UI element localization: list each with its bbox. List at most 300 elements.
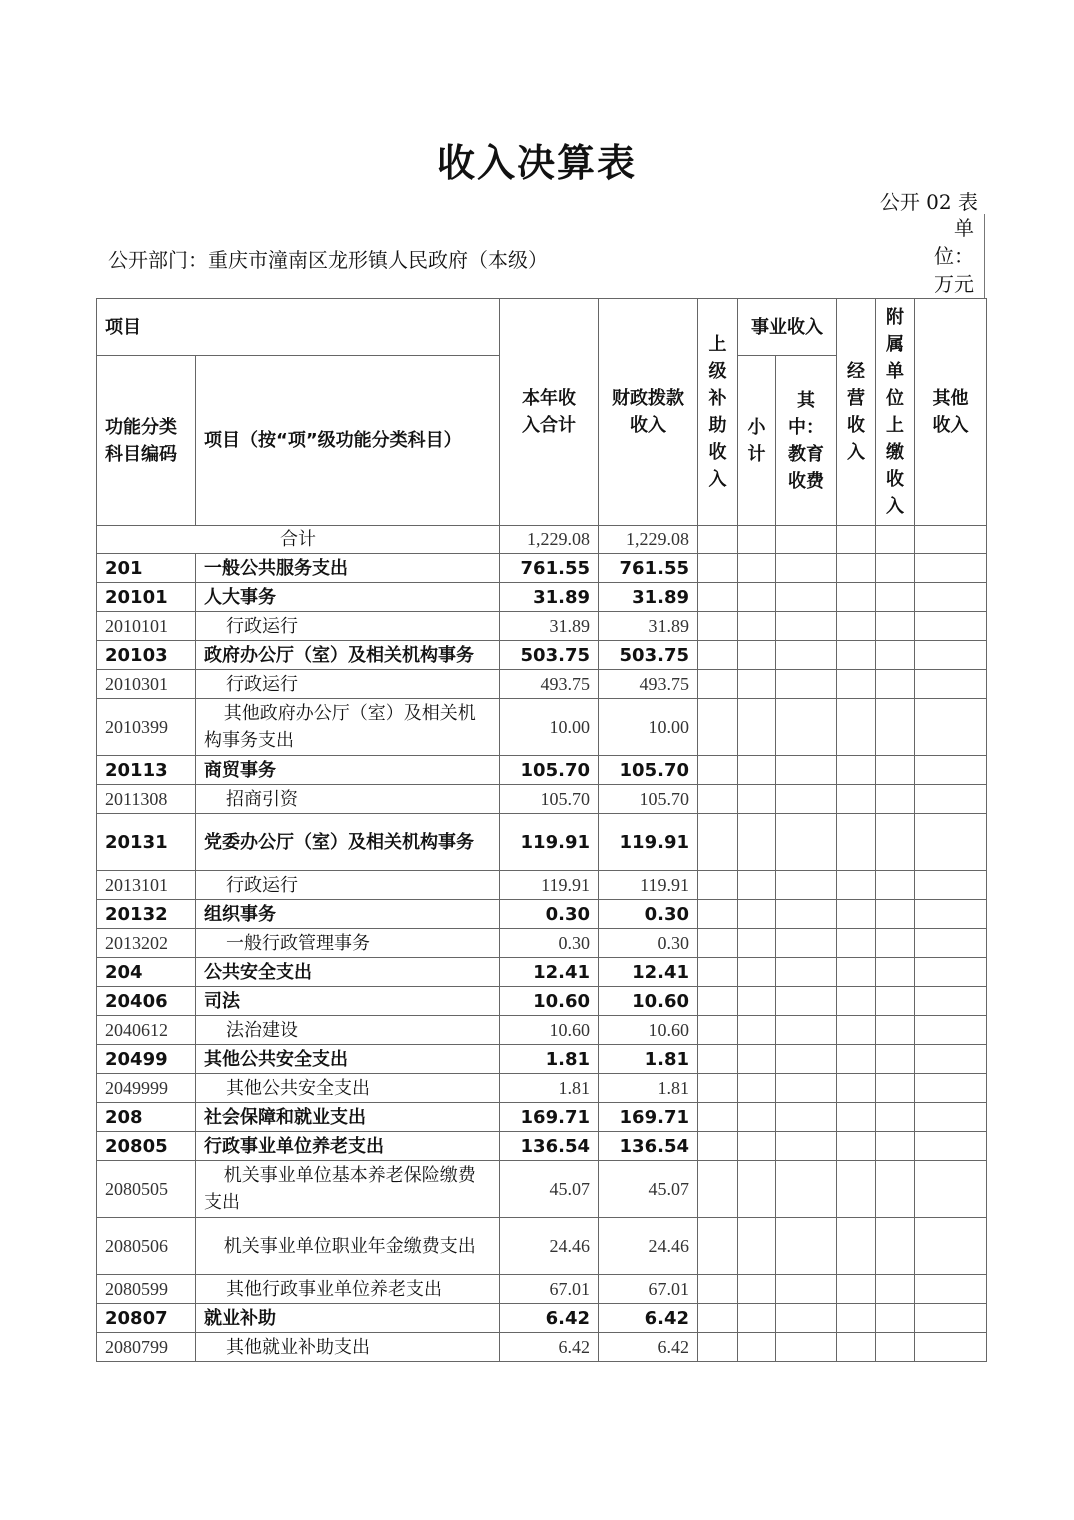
- item-name-cell: 组织事务: [196, 900, 500, 929]
- total-label: 合计: [97, 526, 500, 554]
- empty-cell: [876, 670, 915, 699]
- empty-cell: [915, 958, 987, 987]
- empty-cell: [738, 1074, 776, 1103]
- header-business-text: 事业收入: [751, 316, 823, 338]
- empty-cell: [738, 1045, 776, 1074]
- fiscal-income-cell: 1.81: [599, 1074, 698, 1103]
- item-name-cell: 行政运行: [196, 612, 500, 641]
- item-name-cell: 其他公共安全支出: [196, 1074, 500, 1103]
- income-total-cell: 67.01: [500, 1275, 599, 1304]
- empty-cell: [876, 785, 915, 814]
- empty-cell: [837, 1132, 876, 1161]
- empty-cell: [837, 756, 876, 785]
- empty-cell: [837, 612, 876, 641]
- empty-cell: [738, 699, 776, 756]
- header-business: [738, 299, 837, 356]
- empty-cell: [876, 699, 915, 756]
- table-row: [97, 929, 987, 958]
- empty-cell: [876, 900, 915, 929]
- function-code-cell: 2013202: [97, 929, 196, 958]
- empty-cell: [738, 526, 776, 554]
- empty-cell: [876, 871, 915, 900]
- empty-cell: [837, 900, 876, 929]
- empty-cell: [698, 871, 738, 900]
- empty-cell: [915, 1074, 987, 1103]
- item-name-cell: 人大事务: [196, 583, 500, 612]
- fiscal-income-cell: 503.75: [599, 641, 698, 670]
- empty-cell: [915, 987, 987, 1016]
- item-name-cell: 公共安全支出: [196, 958, 500, 987]
- empty-cell: [776, 583, 837, 612]
- empty-cell: [915, 929, 987, 958]
- income-total-cell: 503.75: [500, 641, 599, 670]
- empty-cell: [837, 871, 876, 900]
- total-income-value: 1,229.08: [500, 526, 599, 554]
- empty-cell: [876, 554, 915, 583]
- item-name-cell: 司法: [196, 987, 500, 1016]
- empty-cell: [738, 1103, 776, 1132]
- empty-cell: [876, 814, 915, 871]
- empty-cell: [837, 1074, 876, 1103]
- empty-cell: [776, 612, 837, 641]
- empty-cell: [738, 1304, 776, 1333]
- header-subtotal-text: 小计: [747, 416, 766, 465]
- fiscal-income-cell: 119.91: [599, 814, 698, 871]
- header-operating: [837, 299, 876, 526]
- item-name-cell: 社会保障和就业支出: [196, 1103, 500, 1132]
- table-row: [97, 554, 987, 583]
- empty-cell: [776, 929, 837, 958]
- item-name-cell: 一般行政管理事务: [196, 929, 500, 958]
- empty-cell: [698, 1218, 738, 1275]
- function-code-cell: 20805: [97, 1132, 196, 1161]
- table-row: [97, 583, 987, 612]
- empty-cell: [876, 1161, 915, 1218]
- empty-cell: [698, 785, 738, 814]
- empty-cell: [776, 1045, 837, 1074]
- empty-cell: [776, 554, 837, 583]
- empty-cell: [876, 1218, 915, 1275]
- empty-cell: [915, 1304, 987, 1333]
- empty-cell: [837, 670, 876, 699]
- empty-cell: [738, 785, 776, 814]
- empty-cell: [837, 785, 876, 814]
- fiscal-income-cell: 12.41: [599, 958, 698, 987]
- empty-cell: [876, 1275, 915, 1304]
- empty-cell: [837, 699, 876, 756]
- empty-cell: [698, 641, 738, 670]
- empty-cell: [776, 756, 837, 785]
- function-code-cell: 2010399: [97, 699, 196, 756]
- empty-cell: [738, 641, 776, 670]
- income-total-cell: 105.70: [500, 785, 599, 814]
- empty-cell: [776, 785, 837, 814]
- item-name-cell: 行政事业单位养老支出: [196, 1132, 500, 1161]
- empty-cell: [837, 1275, 876, 1304]
- function-code-cell: 20103: [97, 641, 196, 670]
- empty-cell: [738, 1275, 776, 1304]
- header-project: 项目: [97, 299, 500, 356]
- empty-cell: [698, 1074, 738, 1103]
- empty-cell: [876, 1045, 915, 1074]
- item-name-cell: 就业补助: [196, 1304, 500, 1333]
- empty-cell: [738, 987, 776, 1016]
- empty-cell: [698, 554, 738, 583]
- empty-cell: [776, 699, 837, 756]
- income-total-cell: 1.81: [500, 1074, 599, 1103]
- header-affiliated: [876, 299, 915, 526]
- empty-cell: [876, 958, 915, 987]
- empty-cell: [738, 1016, 776, 1045]
- empty-cell: [776, 900, 837, 929]
- empty-cell: [738, 583, 776, 612]
- empty-cell: [837, 1016, 876, 1045]
- empty-cell: [876, 526, 915, 554]
- item-name-cell: 其他行政事业单位养老支出: [196, 1275, 500, 1304]
- fiscal-income-cell: 105.70: [599, 756, 698, 785]
- income-total-cell: 1.81: [500, 1045, 599, 1074]
- income-total-cell: 761.55: [500, 554, 599, 583]
- function-code-cell: 20807: [97, 1304, 196, 1333]
- empty-cell: [915, 1161, 987, 1218]
- function-code-cell: 20113: [97, 756, 196, 785]
- income-total-cell: 493.75: [500, 670, 599, 699]
- header-affiliated-text: 附属单位上缴收入: [886, 307, 904, 517]
- empty-cell: [837, 641, 876, 670]
- empty-cell: [837, 1103, 876, 1132]
- table-row: [97, 641, 987, 670]
- income-total-cell: 0.30: [500, 900, 599, 929]
- header-fiscal-text: 财政拨款收入: [611, 388, 684, 436]
- empty-cell: [776, 958, 837, 987]
- income-total-cell: 119.91: [500, 871, 599, 900]
- table-row: [97, 699, 987, 756]
- empty-cell: [698, 670, 738, 699]
- item-name-cell: 其他公共安全支出: [196, 1045, 500, 1074]
- item-name-cell: 机关事业单位职业年金缴费支出: [196, 1218, 500, 1275]
- header-superior-text: 上级补助收入: [708, 334, 727, 490]
- department-label: 公开部门：重庆市潼南区龙形镇人民政府（本级）: [108, 248, 548, 272]
- empty-cell: [915, 670, 987, 699]
- empty-cell: [698, 814, 738, 871]
- item-name-cell: 行政运行: [196, 670, 500, 699]
- empty-cell: [698, 1333, 738, 1362]
- empty-cell: [915, 1016, 987, 1045]
- table-row: [97, 1161, 987, 1218]
- income-table: [96, 298, 987, 1362]
- empty-cell: [698, 929, 738, 958]
- empty-cell: [876, 612, 915, 641]
- empty-cell: [837, 526, 876, 554]
- empty-cell: [776, 1132, 837, 1161]
- item-name-cell: 商贸事务: [196, 756, 500, 785]
- header-other: [915, 299, 987, 526]
- empty-cell: [837, 1045, 876, 1074]
- empty-cell: [738, 612, 776, 641]
- empty-cell: [876, 756, 915, 785]
- income-total-cell: 12.41: [500, 958, 599, 987]
- empty-cell: [698, 756, 738, 785]
- empty-cell: [915, 1275, 987, 1304]
- header-subtotal: [738, 356, 776, 526]
- header-edu-fee-text: 其中：教育收费: [787, 389, 824, 492]
- income-total-cell: 0.30: [500, 929, 599, 958]
- empty-cell: [698, 1161, 738, 1218]
- table-row: [97, 987, 987, 1016]
- item-name-cell: 行政运行: [196, 871, 500, 900]
- function-code-cell: 204: [97, 958, 196, 987]
- empty-cell: [776, 1103, 837, 1132]
- empty-cell: [698, 1304, 738, 1333]
- empty-cell: [698, 987, 738, 1016]
- empty-cell: [915, 1045, 987, 1074]
- header-other-text: 其他收入: [932, 388, 969, 436]
- fiscal-income-cell: 31.89: [599, 583, 698, 612]
- fiscal-income-cell: 31.89: [599, 612, 698, 641]
- empty-cell: [738, 756, 776, 785]
- empty-cell: [698, 1016, 738, 1045]
- unit-line-1: 单: [954, 216, 974, 240]
- empty-cell: [876, 583, 915, 612]
- function-code-cell: 208: [97, 1103, 196, 1132]
- fiscal-income-cell: 10.60: [599, 1016, 698, 1045]
- table-row: [97, 1275, 987, 1304]
- empty-cell: [837, 987, 876, 1016]
- item-name-cell: 其他就业补助支出: [196, 1333, 500, 1362]
- table-row: [97, 756, 987, 785]
- empty-cell: [698, 958, 738, 987]
- table-row: [97, 1074, 987, 1103]
- empty-cell: [738, 1161, 776, 1218]
- table-row: [97, 814, 987, 871]
- function-code-cell: 20406: [97, 987, 196, 1016]
- empty-cell: [698, 526, 738, 554]
- function-code-cell: 2049999: [97, 1074, 196, 1103]
- empty-cell: [776, 1275, 837, 1304]
- fiscal-income-cell: 136.54: [599, 1132, 698, 1161]
- empty-cell: [876, 1304, 915, 1333]
- item-name-cell: 党委办公厅（室）及相关机构事务: [196, 814, 500, 871]
- income-total-cell: 31.89: [500, 612, 599, 641]
- fiscal-income-cell: 119.91: [599, 871, 698, 900]
- empty-cell: [837, 929, 876, 958]
- function-code-cell: 2010101: [97, 612, 196, 641]
- function-code-cell: 2010301: [97, 670, 196, 699]
- empty-cell: [776, 1074, 837, 1103]
- function-code-cell: 2080505: [97, 1161, 196, 1218]
- table-row: [97, 1304, 987, 1333]
- empty-cell: [915, 699, 987, 756]
- function-code-cell: 2011308: [97, 785, 196, 814]
- table-row: [97, 1016, 987, 1045]
- empty-cell: [776, 871, 837, 900]
- empty-cell: [915, 1103, 987, 1132]
- income-total-cell: 10.00: [500, 699, 599, 756]
- empty-cell: [776, 814, 837, 871]
- empty-cell: [915, 756, 987, 785]
- page-title: 收入决算表: [436, 141, 637, 185]
- fiscal-income-cell: 493.75: [599, 670, 698, 699]
- header-superior: [698, 299, 738, 526]
- empty-cell: [837, 583, 876, 612]
- form-number: 公开 02 表: [879, 190, 978, 214]
- item-name-cell: 机关事业单位基本养老保险缴费支出: [196, 1161, 500, 1218]
- fiscal-income-cell: 1.81: [599, 1045, 698, 1074]
- empty-cell: [738, 958, 776, 987]
- unit-line-2: 位：: [934, 244, 974, 268]
- fiscal-income-cell: 10.60: [599, 987, 698, 1016]
- empty-cell: [837, 1304, 876, 1333]
- empty-cell: [738, 670, 776, 699]
- empty-cell: [915, 612, 987, 641]
- table-row: [97, 1045, 987, 1074]
- empty-cell: [876, 1333, 915, 1362]
- empty-cell: [776, 670, 837, 699]
- empty-cell: [698, 1275, 738, 1304]
- fiscal-income-cell: 0.30: [599, 900, 698, 929]
- income-total-cell: 31.89: [500, 583, 599, 612]
- empty-cell: [876, 1132, 915, 1161]
- header-func-code: [97, 356, 196, 526]
- header-edu-fee: [776, 356, 837, 526]
- function-code-cell: 20132: [97, 900, 196, 929]
- empty-cell: [776, 1161, 837, 1218]
- function-code-cell: 2013101: [97, 871, 196, 900]
- empty-cell: [915, 641, 987, 670]
- income-total-cell: 6.42: [500, 1333, 599, 1362]
- empty-cell: [876, 1103, 915, 1132]
- empty-cell: [738, 1132, 776, 1161]
- empty-cell: [915, 1333, 987, 1362]
- income-total-cell: 45.07: [500, 1161, 599, 1218]
- table-row: [97, 1103, 987, 1132]
- fiscal-income-cell: 761.55: [599, 554, 698, 583]
- empty-cell: [738, 929, 776, 958]
- function-code-cell: 2080599: [97, 1275, 196, 1304]
- income-total-cell: 10.60: [500, 1016, 599, 1045]
- income-total-cell: 119.91: [500, 814, 599, 871]
- empty-cell: [738, 554, 776, 583]
- table-row: [97, 1218, 987, 1275]
- header-func-code-text: 功能分类科目编码: [105, 416, 177, 465]
- empty-cell: [915, 583, 987, 612]
- function-code-cell: 2080506: [97, 1218, 196, 1275]
- income-total-cell: 105.70: [500, 756, 599, 785]
- item-name-cell: 一般公共服务支出: [196, 554, 500, 583]
- empty-cell: [776, 1016, 837, 1045]
- empty-cell: [776, 1304, 837, 1333]
- empty-cell: [738, 1218, 776, 1275]
- total-fiscal-value: 1,229.08: [599, 526, 698, 554]
- table-row: [97, 1333, 987, 1362]
- empty-cell: [915, 871, 987, 900]
- empty-cell: [837, 1333, 876, 1362]
- function-code-cell: 20101: [97, 583, 196, 612]
- header-fiscal: [599, 299, 698, 526]
- empty-cell: [698, 1045, 738, 1074]
- function-code-cell: 2040612: [97, 1016, 196, 1045]
- fiscal-income-cell: 0.30: [599, 929, 698, 958]
- income-total-cell: 136.54: [500, 1132, 599, 1161]
- fiscal-income-cell: 6.42: [599, 1304, 698, 1333]
- item-name-cell: 法治建设: [196, 1016, 500, 1045]
- empty-cell: [776, 1333, 837, 1362]
- table-row: [97, 900, 987, 929]
- empty-cell: [876, 1074, 915, 1103]
- function-code-cell: 20499: [97, 1045, 196, 1074]
- empty-cell: [915, 900, 987, 929]
- income-total-cell: 24.46: [500, 1218, 599, 1275]
- item-name-cell: 政府办公厅（室）及相关机构事务: [196, 641, 500, 670]
- item-name-cell: 招商引资: [196, 785, 500, 814]
- empty-cell: [876, 987, 915, 1016]
- empty-cell: [915, 554, 987, 583]
- table-row: [97, 958, 987, 987]
- empty-cell: [837, 958, 876, 987]
- table-row: [97, 871, 987, 900]
- header-operating-text: 经营收入: [847, 361, 865, 463]
- empty-cell: [915, 526, 987, 554]
- empty-cell: [738, 871, 776, 900]
- empty-cell: [837, 814, 876, 871]
- function-code-cell: 20131: [97, 814, 196, 871]
- empty-cell: [698, 699, 738, 756]
- empty-cell: [876, 1016, 915, 1045]
- empty-cell: [738, 814, 776, 871]
- empty-cell: [698, 900, 738, 929]
- fiscal-income-cell: 67.01: [599, 1275, 698, 1304]
- empty-cell: [915, 1132, 987, 1161]
- income-total-cell: 169.71: [500, 1103, 599, 1132]
- fiscal-income-cell: 6.42: [599, 1333, 698, 1362]
- empty-cell: [837, 1218, 876, 1275]
- empty-cell: [837, 1161, 876, 1218]
- fiscal-income-cell: 45.07: [599, 1161, 698, 1218]
- empty-cell: [698, 1103, 738, 1132]
- fiscal-income-cell: 10.00: [599, 699, 698, 756]
- table-row: [97, 785, 987, 814]
- unit-label: [930, 214, 985, 298]
- empty-cell: [776, 526, 837, 554]
- empty-cell: [776, 1218, 837, 1275]
- total-row: [97, 526, 987, 554]
- empty-cell: [738, 900, 776, 929]
- header-item-name: 项目（按“项”级功能分类科目）: [196, 356, 500, 526]
- function-code-cell: 2080799: [97, 1333, 196, 1362]
- empty-cell: [915, 814, 987, 871]
- fiscal-income-cell: 24.46: [599, 1218, 698, 1275]
- empty-cell: [698, 583, 738, 612]
- table-row: [97, 612, 987, 641]
- empty-cell: [876, 641, 915, 670]
- empty-cell: [837, 554, 876, 583]
- empty-cell: [776, 987, 837, 1016]
- unit-line-3: 万元: [934, 272, 974, 296]
- empty-cell: [738, 1333, 776, 1362]
- table-row: [97, 670, 987, 699]
- empty-cell: [698, 1132, 738, 1161]
- income-total-cell: 10.60: [500, 987, 599, 1016]
- empty-cell: [698, 612, 738, 641]
- table-row: [97, 1132, 987, 1161]
- item-name-cell: 其他政府办公厅（室）及相关机构事务支出: [196, 699, 500, 756]
- empty-cell: [776, 641, 837, 670]
- header-total-income: [500, 299, 599, 526]
- empty-cell: [876, 929, 915, 958]
- empty-cell: [915, 785, 987, 814]
- fiscal-income-cell: 105.70: [599, 785, 698, 814]
- header-total-income-text: 本年收入合计: [521, 388, 576, 436]
